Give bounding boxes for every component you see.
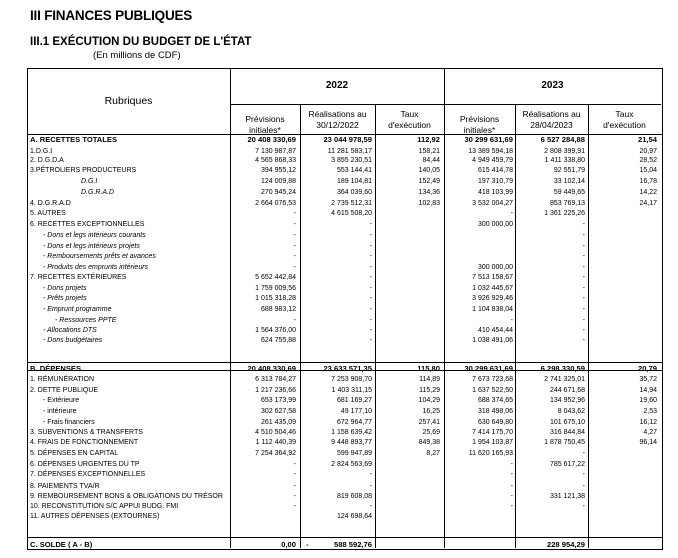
row-value-col3: 152,49: [418, 178, 440, 185]
row-value-col1: 5 652 442,84: [255, 274, 296, 281]
row-value-col4: -: [510, 210, 513, 217]
divider: [230, 104, 661, 105]
row-label: 2. D.G.D.A: [30, 157, 64, 164]
row-value-col2: -: [369, 306, 372, 313]
row-value-col6: 14,22: [639, 189, 657, 196]
row-value-col5: 1 361 225,26: [544, 210, 585, 217]
row-value-col6: 16,12: [639, 419, 657, 426]
row-value-col2: -: [369, 221, 372, 228]
header-rubriques: Rubriques: [104, 95, 153, 107]
row-value-col2: 49 177,10: [340, 408, 372, 415]
row-value-col5: -: [582, 503, 585, 510]
row-label: 6. DÉPENSES URGENTES DU TP: [30, 461, 140, 468]
row-value-col2: -: [369, 274, 372, 281]
row-value-col1: 270 945,24: [260, 189, 296, 196]
row-value-col3: 16,25: [422, 408, 440, 415]
row-value-col2: 23 633 571,35: [323, 364, 372, 373]
row-label: D.G.R.A.D: [81, 189, 115, 196]
row-value-col6: 35,72: [639, 376, 657, 383]
row-value-col1: 1 217 236,66: [255, 387, 296, 394]
row-value-col1: 20 408 330,69: [247, 135, 296, 144]
row-value-col5: 331 121,38: [549, 493, 585, 500]
row-value-col4: -: [510, 317, 513, 324]
row-value-col2: -: [369, 285, 372, 292]
row-value-col1: -: [293, 253, 296, 260]
row-value-col5: 59 449,65: [553, 189, 585, 196]
header-prev-2022: Prévisions initiales*: [245, 114, 285, 135]
row-label: A. RECETTES TOTALES: [30, 135, 118, 144]
row-value-col5: 101 675,10: [549, 419, 585, 426]
header-real-2023: [515, 109, 588, 131]
row-label: 5. DÉPENSES EN CAPITAL: [30, 450, 119, 457]
row-value-col4: 1 954 103,87: [472, 439, 513, 446]
row-value-col4: 30 299 631,69: [464, 364, 513, 373]
row-value-col4: -: [510, 483, 513, 490]
row-label: 1. RÉMUNÉRATION: [30, 376, 95, 383]
row-value-col6: 16,78: [639, 178, 657, 185]
row-value-col2: 364 039,60: [336, 189, 372, 196]
row-value-col2: 3 855 230,51: [331, 157, 372, 164]
row-value-col2: 1 158 639,42: [331, 429, 372, 436]
row-value-col1: -: [293, 317, 296, 324]
row-value-col5: 785 617,22: [549, 461, 585, 468]
header-prev-2023: Prévisions initiales*: [459, 114, 500, 135]
divider: [515, 104, 516, 548]
row-value-col4: 197 310,79: [477, 178, 513, 185]
row-value-col2: 2 824 563,69: [331, 461, 372, 468]
row-value-col1: 653 173,99: [260, 397, 296, 404]
row-value-col2: 599 947,89: [336, 450, 372, 457]
row-value-col1: -: [293, 264, 296, 271]
row-value-col5: 853 769,13: [549, 200, 585, 207]
row-value-col6: 28,52: [639, 157, 657, 164]
row-value-col3: 257,41: [418, 419, 440, 426]
row-value-col1: 2 664 076,53: [255, 200, 296, 207]
row-value-col1: 7 130 987,87: [255, 148, 296, 155]
row-value-col5: -: [582, 285, 585, 292]
row-value-col5: 228 954,29: [546, 540, 585, 549]
row-value-col1: 394 955,12: [260, 167, 296, 174]
row-value-col1: 4 565 868,33: [255, 157, 296, 164]
row-value-col2: 672 964,77: [336, 419, 372, 426]
row-value-col2: -: [369, 337, 372, 344]
row-value-col3: 25,69: [422, 429, 440, 436]
row-value-col2: 553 144,41: [336, 167, 372, 174]
row-value-col2: 588 592,76: [333, 540, 372, 549]
row-value-col5: -: [582, 450, 585, 457]
row-value-col3: 158,21: [418, 148, 440, 155]
row-value-col3: 112,92: [417, 135, 440, 144]
row-value-col5: 316 844,84: [549, 429, 585, 436]
row-label: 11. AUTRES DÉPENSES (EXTOURNES): [30, 513, 160, 520]
header-real-2023-line1: Réalisations au: [522, 109, 581, 119]
row-value-col5: 244 671,68: [549, 387, 585, 394]
row-label: 3. SUBVENTIONS & TRANSFERTS: [30, 429, 143, 436]
row-label: - Ressources PPTE: [55, 317, 117, 324]
row-value-col4: -: [510, 493, 513, 500]
row-value-col5: -: [582, 264, 585, 271]
row-value-col3: 84,44: [422, 157, 440, 164]
row-value-col5: 6 298 330,59: [540, 364, 585, 373]
row-value-col4: 1 104 838,04: [472, 306, 513, 313]
row-value-col4: 3 532 004,27: [472, 200, 513, 207]
row-value-col2: 681 169,27: [336, 397, 372, 404]
header-year-2023: 2023: [541, 80, 564, 91]
row-value-col1: -: [293, 493, 296, 500]
row-value-col3: 849,38: [418, 439, 440, 446]
row-value-col2: 7 253 908,70: [331, 376, 372, 383]
row-value-col1: 20 408 330,69: [247, 364, 296, 373]
row-value-col1: -: [293, 210, 296, 217]
row-label: - Produits des emprunts intérieurs: [43, 264, 149, 271]
divider: [375, 104, 376, 548]
row-value-col5: -: [582, 295, 585, 302]
row-value-col2: 1 403 311,15: [331, 387, 372, 394]
row-value-col5: -: [582, 327, 585, 334]
row-value-col4: 318 498,06: [477, 408, 513, 415]
row-value-col5: 2 808 399,91: [544, 148, 585, 155]
row-value-col5: 1 411 338,80: [544, 157, 585, 164]
row-value-col6: 2,53: [643, 408, 657, 415]
row-value-col1: -: [293, 221, 296, 228]
row-value-col1: -: [293, 243, 296, 250]
row-value-col4: 4 949 459,79: [472, 157, 513, 164]
budget-table: [27, 68, 663, 550]
row-value-col5: -: [582, 306, 585, 313]
row-value-col2: 189 104,81: [336, 178, 372, 185]
row-value-col2: 11 281 583,17: [327, 148, 372, 155]
row-value-col1: 261 435,09: [260, 419, 296, 426]
row-value-col2: 124 698,64: [336, 513, 372, 520]
row-value-col6: 19,60: [639, 397, 657, 404]
row-value-col5: -: [582, 274, 585, 281]
row-label: 4. D.G.R.A.D: [30, 200, 71, 207]
row-value-col1: -: [293, 461, 296, 468]
row-label: D.G.I: [81, 178, 98, 185]
row-label: C. SOLDE ( A - B): [30, 540, 93, 549]
row-value-col5: -: [582, 221, 585, 228]
row-value-col6: 4,27: [643, 429, 657, 436]
row-label: - Dons budgétaires: [43, 337, 103, 344]
row-value-col2: -: [369, 503, 372, 510]
row-label: - Remboursements prêts et avances: [43, 253, 156, 260]
row-label: - Allocations DTS: [43, 327, 97, 334]
row-value-col3: 8,27: [426, 450, 440, 457]
row-value-col4: 7 673 723,68: [472, 376, 513, 383]
row-value-col4: 7 414 175,70: [472, 429, 513, 436]
row-value-col1: 1 112 440,39: [255, 439, 296, 446]
row-value-col6: 24,17: [639, 200, 657, 207]
row-value-col3: 140,05: [418, 167, 440, 174]
row-label: - Dons et legs intérieurs projets: [43, 243, 140, 250]
row-value-col1: 688 983,12: [260, 306, 296, 313]
section-title: III FINANCES PUBLIQUES: [30, 8, 193, 23]
divider: [27, 537, 663, 538]
row-value-col2: 2 739 512,31: [331, 200, 372, 207]
row-value-col6: 96,14: [639, 439, 657, 446]
row-value-col3: 104,29: [418, 397, 440, 404]
row-value-col3: 114,89: [419, 376, 440, 383]
row-value-col4: 30 299 631,69: [464, 135, 513, 144]
row-value-col6: 15,04: [639, 167, 657, 174]
row-value-col4: 1 032 445,67: [472, 285, 513, 292]
header-taux-2023-line1: Taux: [615, 109, 634, 119]
row-value-col1: -: [293, 232, 296, 239]
row-label: - intérieure: [43, 408, 77, 415]
row-value-col5: -: [582, 471, 585, 478]
row-value-col1: -: [293, 483, 296, 490]
divider: [27, 362, 663, 363]
row-value-col2: -: [369, 232, 372, 239]
row-label: 2. DETTE PUBLIQUE: [30, 387, 99, 394]
row-value-col6: 20,97: [639, 148, 657, 155]
row-value-col4: 615 414,78: [477, 167, 513, 174]
subsection-title: III.1 EXÉCUTION DU BUDGET DE L'ÉTAT: [30, 36, 252, 48]
row-value-col1: 1 564 376,00: [255, 327, 296, 334]
row-label: B. DÉPENSES: [30, 364, 82, 373]
row-value-col2: -: [369, 295, 372, 302]
row-value-col2: -: [369, 243, 372, 250]
row-value-col6: 20,79: [637, 364, 657, 373]
row-value-col4: -: [510, 503, 513, 510]
row-value-col1: -: [293, 471, 296, 478]
row-value-col1: 124 009,88: [260, 178, 296, 185]
row-value-col4: 688 374,65: [477, 397, 513, 404]
row-value-col5: -: [582, 232, 585, 239]
row-value-col6: 14,94: [639, 387, 657, 394]
row-value-col2: -: [369, 471, 372, 478]
row-label: 6. RECETTES EXCEPTIONNELLES: [30, 221, 145, 228]
row-value-col1: 1 015 318,28: [255, 295, 296, 302]
row-value-col2: 9 448 893,77: [331, 439, 372, 446]
row-value-col3: 115,80: [417, 364, 440, 373]
row-value-col3: 102,83: [418, 200, 440, 207]
divider: [300, 104, 301, 548]
row-value-col2: -: [369, 317, 372, 324]
header-real-2023-line2: 28/04/2023: [530, 120, 573, 130]
row-value-col4: -: [510, 461, 513, 468]
row-value-col4: 300 000,00: [477, 264, 513, 271]
row-value-col3: 134,36: [418, 189, 440, 196]
row-value-col5: 8 043,62: [557, 408, 585, 415]
row-value-col1: 302 627,58: [260, 408, 296, 415]
row-value-col3: 115,29: [419, 387, 440, 394]
row-label: - Emprunt programme: [43, 306, 112, 313]
row-label: - Extérieure: [43, 397, 80, 404]
divider: [588, 104, 589, 548]
row-label: 3.PÉTROLIERS PRODUCTEURS: [30, 167, 137, 174]
row-value-col4: 3 926 929,46: [472, 295, 513, 302]
row-value-col4: 1 637 522,50: [472, 387, 513, 394]
row-label: - Frais financiers: [43, 419, 95, 426]
row-value-col5: 134 952,96: [549, 397, 585, 404]
header-taux-2023-line2: d'exécution: [603, 120, 646, 130]
unit-note: (En millions de CDF): [93, 50, 181, 61]
row-value-col4: 11 620 165,93: [468, 450, 513, 457]
row-value-col5: 2 741 325,01: [544, 376, 585, 383]
row-value-col4: 418 103,99: [477, 189, 513, 196]
row-value-col1: 4 510 504,46: [255, 429, 296, 436]
divider: [444, 68, 445, 548]
row-value-col1: -: [293, 503, 296, 510]
row-value-col4: 7 513 158,67: [472, 274, 513, 281]
row-value-col1: 1 759 009,56: [255, 285, 296, 292]
row-value-col4: 13 389 594,18: [468, 148, 513, 155]
header-taux-2022-line2: d'exécution: [388, 120, 431, 130]
row-value-col5: 92 551,79: [553, 167, 585, 174]
row-label: - Dons et legs intérieurs courants: [43, 232, 146, 239]
header-taux-2022-line1: Taux: [400, 109, 419, 119]
row-value-col1: 0,00: [281, 540, 296, 549]
row-label: 8. PAIEMENTS TVA/R: [30, 483, 100, 490]
row-label: 9. REMBOURSEMENT BONS & OBLIGATIONS DU TRÉSOR: [30, 493, 223, 500]
row-value-col1: 6 313 784,27: [255, 376, 296, 383]
row-label: - Dons projets: [43, 285, 87, 292]
header-year-2022: 2022: [325, 80, 349, 91]
row-value-col2: 23 044 978,59: [323, 135, 372, 144]
row-value-col1: 624 755,88: [260, 337, 296, 344]
row-value-col5: -: [582, 243, 585, 250]
row-value-col4: 1 038 491,06: [472, 337, 513, 344]
row-value-col5: 33 102,14: [553, 178, 585, 185]
header-real-2022: [300, 109, 375, 131]
row-value-col1: 7 254 364,92: [255, 450, 296, 457]
row-value-col2: -: [369, 264, 372, 271]
row-value-col6: 21,54: [637, 135, 657, 144]
row-value-col4: 630 649,80: [477, 419, 513, 426]
row-label: - Prêts projets: [43, 295, 87, 302]
row-label: 10. RECONSTITUTION S/C APPUI BUDG. FMI: [30, 503, 179, 510]
row-value-col5: -: [582, 317, 585, 324]
row-value-col4: -: [510, 471, 513, 478]
header-real-2022-line1: Réalisations au: [308, 109, 367, 119]
row-label: 7. RECETTES EXTÉRIEURES: [30, 274, 127, 281]
header-taux-2023: [588, 109, 661, 131]
row-label: 5. AUTRES: [30, 210, 66, 217]
row-value-col2: 819 608,08: [336, 493, 372, 500]
row-value-col2: -: [369, 253, 372, 260]
row-value-col4: 410 454,44: [477, 327, 513, 334]
row-value-col5: -: [582, 483, 585, 490]
row-value-col5: 1 878 750,45: [544, 439, 585, 446]
row-label: 4. FRAIS DE FONCTIONNEMENT: [30, 439, 139, 446]
row-value-col5: 6 527 284,88: [540, 135, 585, 144]
header-real-2022-line2: 30/12/2022: [316, 120, 359, 130]
row-label: 7. DÉPENSES EXCEPTIONNELLES: [30, 471, 146, 478]
header-taux-2022: [375, 109, 444, 131]
row-value-col2: 4 615 508,20: [331, 210, 372, 217]
row-value-col4: 300 000,00: [477, 221, 513, 228]
row-value-col2: -: [369, 483, 372, 490]
row-value-col5: -: [582, 253, 585, 260]
row-value-col2: -: [369, 327, 372, 334]
row-value-col5: -: [582, 337, 585, 344]
row-label: 1.D.G.I: [30, 148, 53, 155]
row-prefix: -: [306, 540, 309, 549]
